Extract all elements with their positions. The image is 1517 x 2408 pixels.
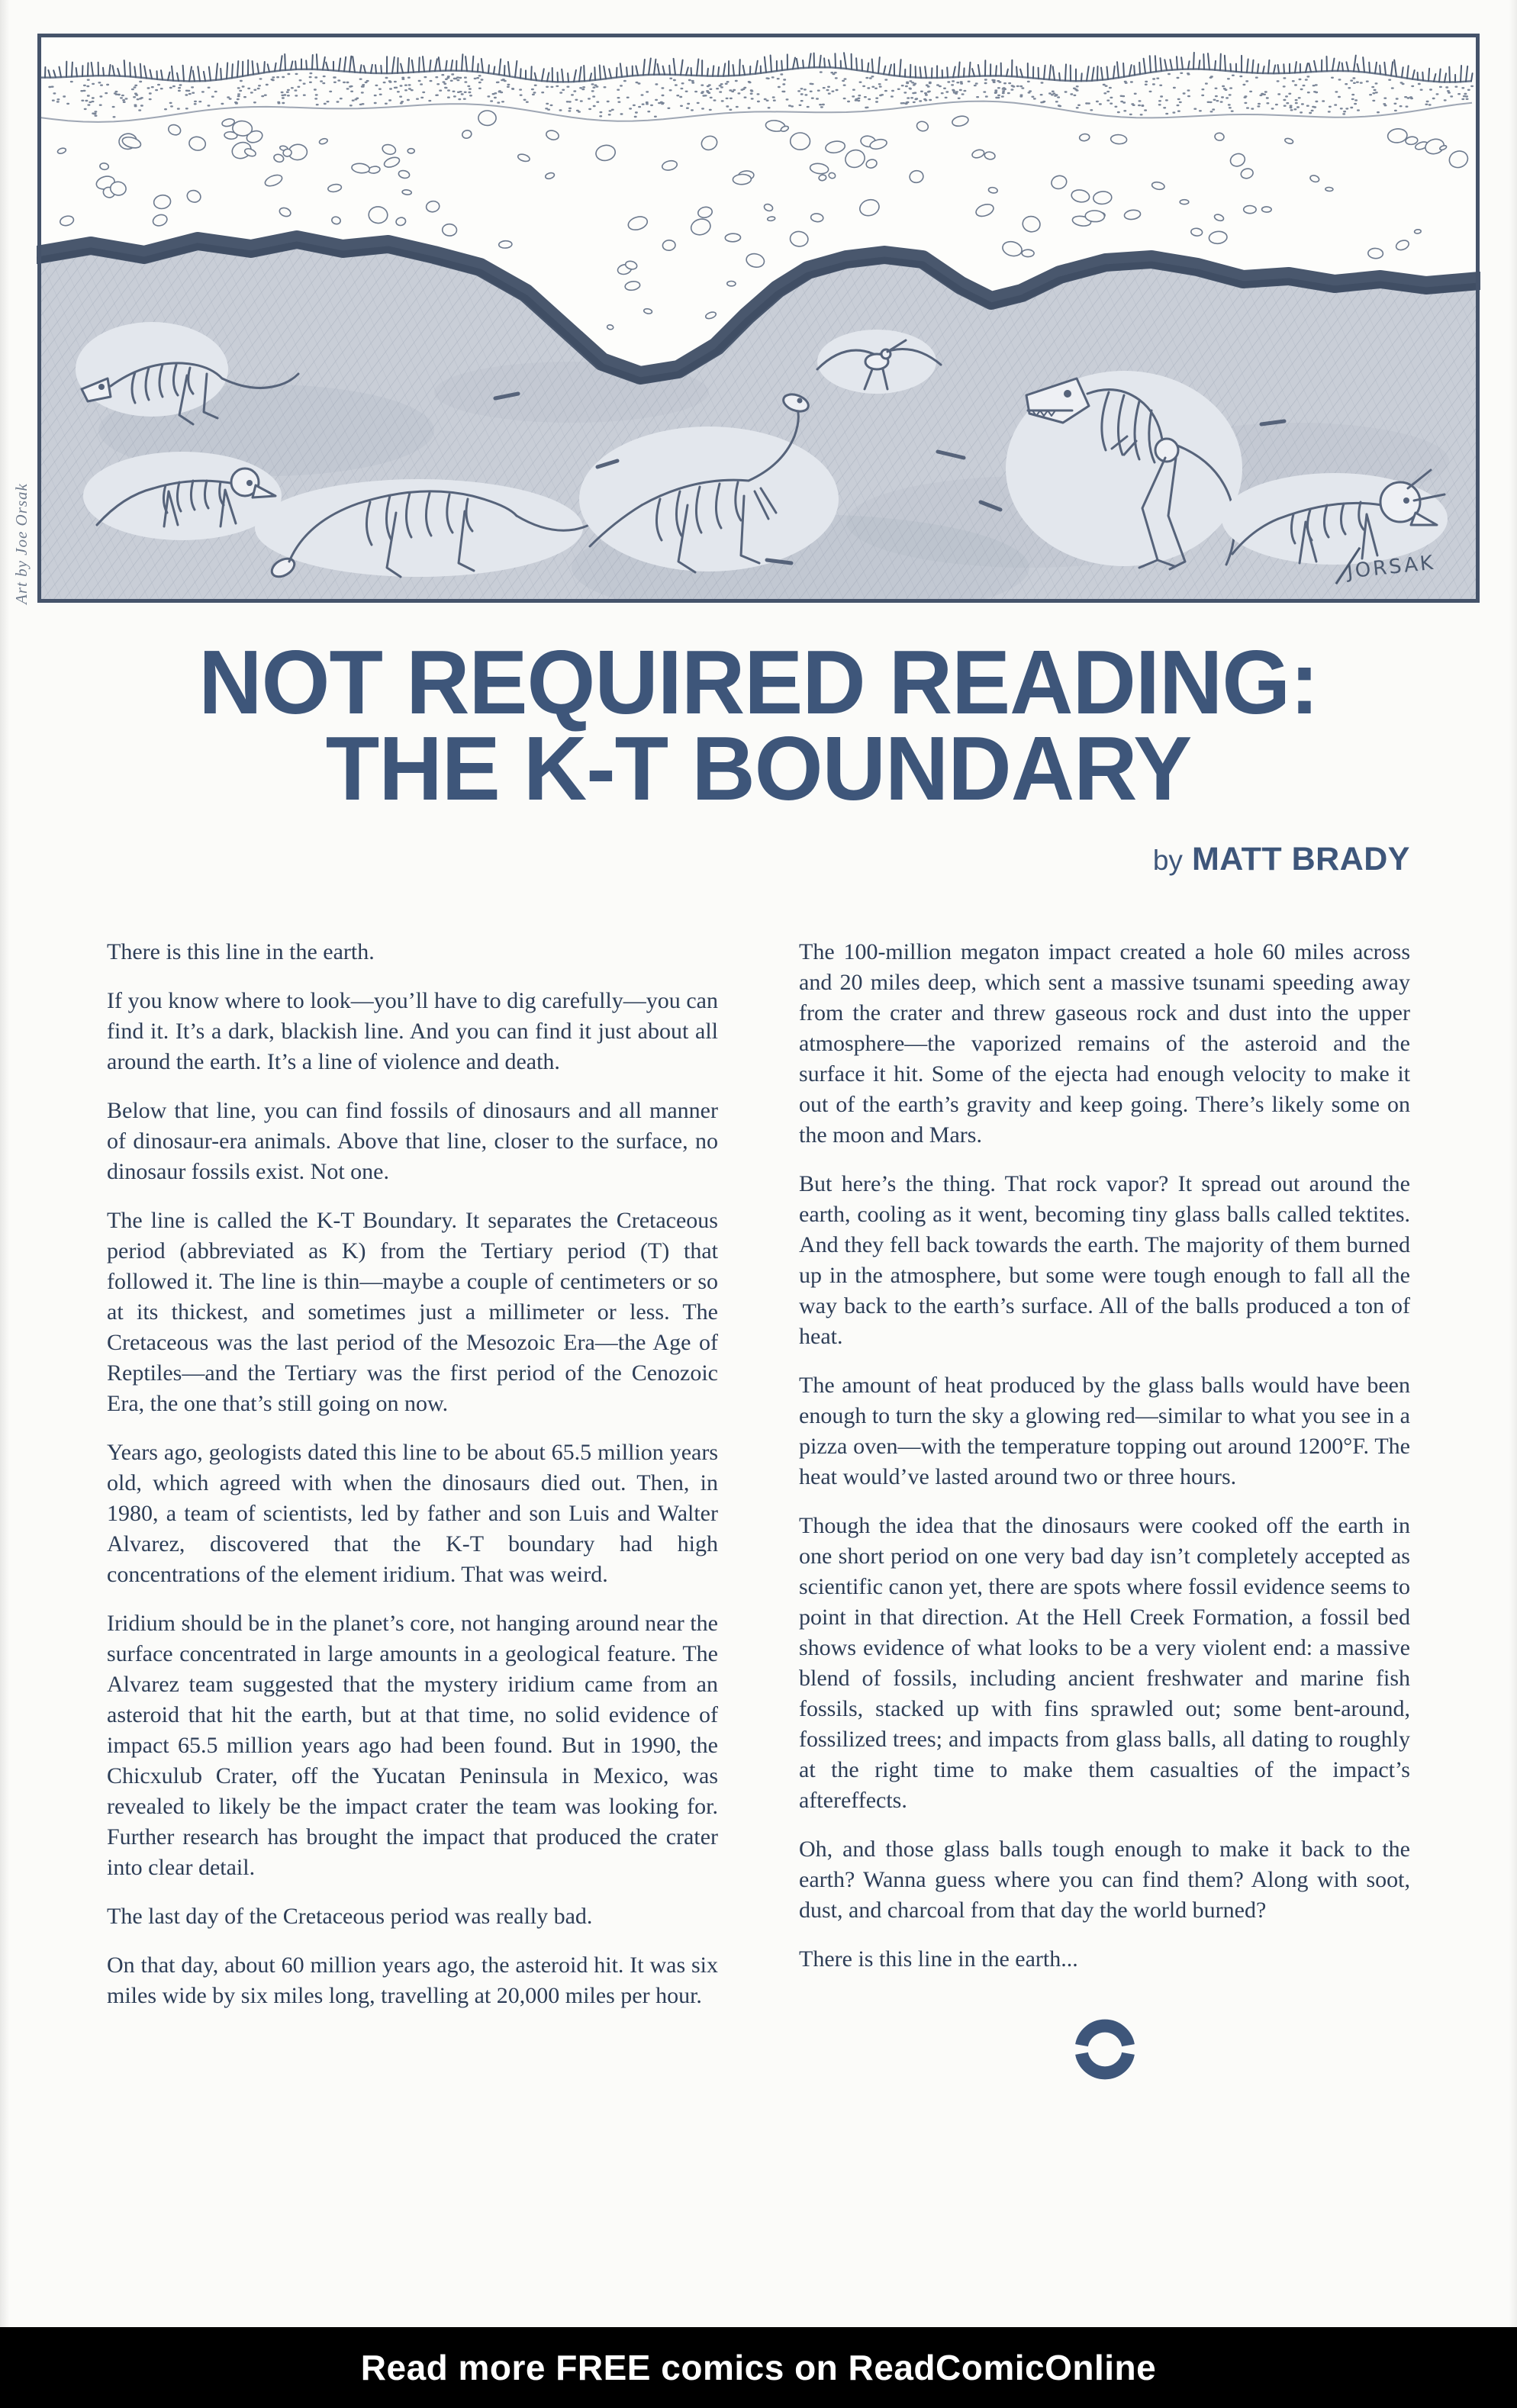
page-title [0, 632, 1517, 819]
paragraph: The amount of heat produced by the glass balls would have been enough to turn the sky a glowing red—similar to what you see in a pizza oven—with the temperature topping out around 1200°F. The heat would’ve lasted around two or three hours. [799, 1373, 1410, 1489]
paragraph: If you know where to look—you’ll have to dig carefully—you can find it. It’s a dark, blackish line. And you can find it just about all around the earth. It’s a line of violence and death. [107, 988, 718, 1074]
watermark-banner [0, 2327, 1517, 2408]
paragraph: Iridium should be in the planet’s core, not hanging around near the surface concentrated in large amounts in a geological feature. The Alvarez team suggested that the mystery iridium came from an asteroid that hit the earth, but at that time, no solid evidence of impact 65.5 million years ago had been found. But in 1990, the Chicxulub Crater, off the Yucatan Peninsula in Mexico, was revealed to likely be the impact crater the team was looking for. Further research has brought the impact that produced the crater into clear detail. [107, 1611, 718, 1880]
paragraph: Oh, and those glass balls tough enough to make it back to the earth? Wanna guess where you can find them? Along with soot, dust, and charcoal from that day the world burned? [799, 1837, 1410, 1923]
paragraph: Years ago, geologists dated this line to be about 65.5 million years old, which agreed with when the dinosaurs died out. Then, in 1980, a team of scientists, led by father and son Luis and Walter Alvarez, discovered that the K-T boundary had high concentrations of the element iridium. That was weird. [107, 1440, 718, 1587]
paragraph: But here’s the thing. That rock vapor? It spread out around the earth, cooling as it went, becoming tiny glass balls called tektites. And they fell back towards the earth. The majority of them burned up in the atmosphere, but some were tough enough to fall all the way back to the earth’s surface. All of the balls produced a ton of heat. [799, 1171, 1410, 1349]
title-line-2: THE K-T BOUNDARY [325, 718, 1192, 819]
signature-text: JORSAK [1345, 551, 1437, 584]
publisher-logo-icon [1070, 2014, 1140, 2084]
paragraph: On that day, about 60 million years ago, the asteroid hit. It was six miles wide by six miles long, travelling at 20,000 miles per hour. [107, 1952, 718, 2008]
header-illustration [37, 34, 1480, 603]
paragraph: There is this line in the earth... [799, 1946, 1078, 1972]
left-column [107, 937, 718, 2084]
paragraph: There is this line in the earth. [107, 939, 375, 964]
publisher-logo [799, 2014, 1410, 2084]
title-line-1: NOT REQUIRED READING: [198, 632, 1319, 733]
paragraph: The line is called the K-T Boundary. It separates the Cretaceous period (abbreviated as K) from the Tertiary period (T) that followed it. The line is thin—maybe a couple of centimeters or so at its thickest, and sometimes just a millimeter or less. The Cretaceous was the last period of the Mesozoic Era—the Age of Reptiles—and the Tertiary was the first period of the Cenozoic Era, the one that’s still going on now. [107, 1208, 718, 1416]
fossil-ceratopsian [83, 452, 282, 540]
right-column [799, 937, 1410, 2084]
art-credit: Art by Joe Orsak [12, 483, 31, 604]
paragraph: Below that line, you can find fossils of dinosaurs and all manner of dinosaur-era animals. Above that line, closer to the surface, no dinosaur fossils exist. Not one. [107, 1098, 718, 1184]
byline [1153, 841, 1410, 878]
byline-prefix: by [1152, 845, 1183, 876]
watermark-text: Read more FREE comics on ReadComicOnline [360, 2348, 1157, 2387]
byline-name: MATT BRADY [1191, 841, 1410, 877]
paragraph: The last day of the Cretaceous period was really bad. [107, 1904, 593, 1929]
paragraph: Though the idea that the dinosaurs were cooked off the earth in one short period on one very bad day isn’t completely accepted as scientific canon yet, there are spots where fossil evidence seems to point in that direction. At the Hell Creek Formation, a fossil bed shows evidence of what looks to be a very violent end: a massive blend of fossils, including ancient freshwater and marine fish fossils, stacked up with fins sprawled out; some bent-around, fossilized trees; and impacts from glass balls, all dating to roughly at the right time to make them casualties of the impact’s aftereffects. [799, 1513, 1410, 1813]
article-body [107, 937, 1410, 2084]
paragraph: The 100-million megaton impact created a hole 60 miles across and 20 miles deep, which sent a massive tsunami speeding away from the crater and threw gaseous rock and dust into the upper atmosphere—the vaporized remains of the asteroid and the surface it hit. Some of the ejecta had enough velocity to make it out of the earth’s gravity and keep going. There’s likely some on the moon and Mars. [799, 939, 1410, 1148]
